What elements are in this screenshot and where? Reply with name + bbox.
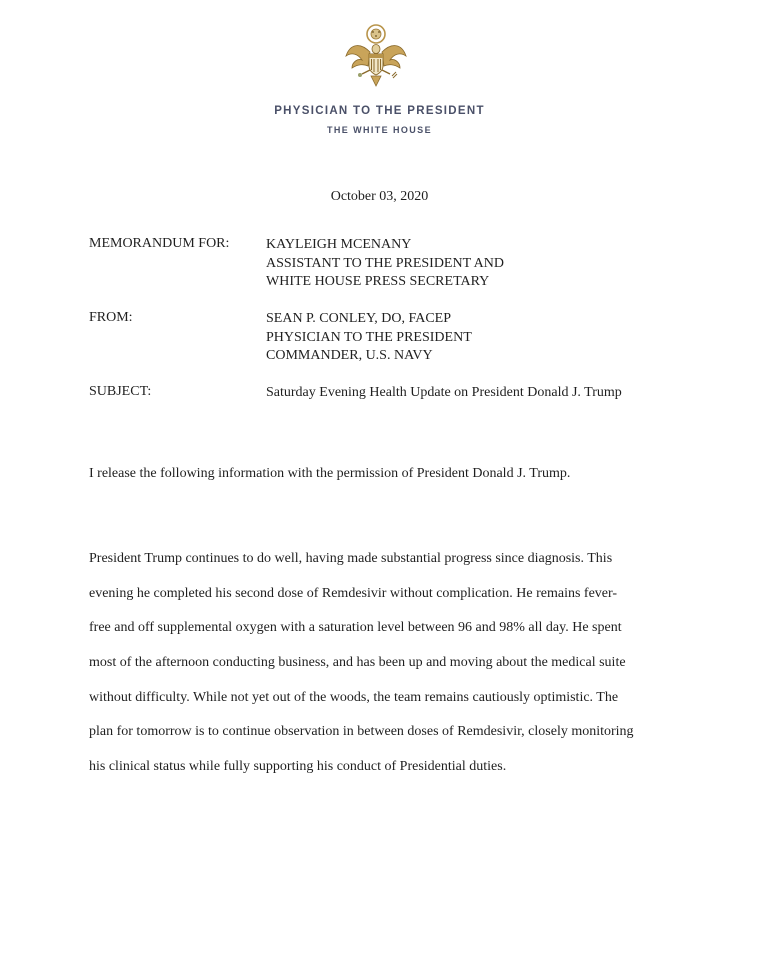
from-sender	[266, 310, 472, 366]
body-line: without difficulty. While not yet out of the woods, the team remains cautiously optimistic. The	[89, 689, 619, 705]
letterhead-subtitle: THE WHITE HOUSE	[326, 125, 432, 135]
memorandum-for-label: MEMORANDUM FOR:	[89, 236, 230, 251]
subject-line: Saturday Evening Health Update on President Donald J. Trump	[266, 385, 622, 400]
memo-date: October 03, 2020	[330, 189, 429, 204]
sender-line: SEAN P. CONLEY, DO, FACEP	[266, 311, 452, 326]
from-label: FROM:	[89, 310, 133, 325]
recipient-line: ASSISTANT TO THE PRESIDENT AND	[266, 255, 504, 271]
memorandum-for-recipient	[266, 236, 504, 292]
body-line: most of the afternoon conducting business, and has been up and moving about the medical suite	[89, 655, 626, 671]
eagle-seal-icon	[340, 22, 412, 90]
body-line: plan for tomorrow is to continue observation in between doses of Remdesivir, closely monitoring	[89, 724, 634, 740]
subject-label: SUBJECT:	[89, 384, 152, 399]
body-line: his clinical status while fully supporting his conduct of Presidential duties.	[89, 759, 507, 775]
body-line: free and off supplemental oxygen with a saturation level between 96 and 98% all day. He spent	[89, 620, 622, 636]
subject-text	[266, 384, 622, 403]
recipient-line: WHITE HOUSE PRESS SECRETARY	[266, 274, 490, 289]
sender-line: COMMANDER, U.S. NAVY	[266, 348, 433, 363]
body-paragraph	[89, 548, 679, 791]
body-line: evening he completed his second dose of Remdesivir without complication. He remains fever-	[89, 585, 618, 601]
intro-statement: I release the following information with the permission of President Donald J. Trump.	[89, 466, 571, 481]
body-line: President Trump continues to do well, having made substantial progress since diagnosis. This	[89, 551, 613, 566]
letterhead-title: PHYSICIAN TO THE PRESIDENT	[274, 105, 485, 117]
sender-line: PHYSICIAN TO THE PRESIDENT	[266, 329, 472, 345]
recipient-line: KAYLEIGH MCENANY	[266, 237, 412, 252]
